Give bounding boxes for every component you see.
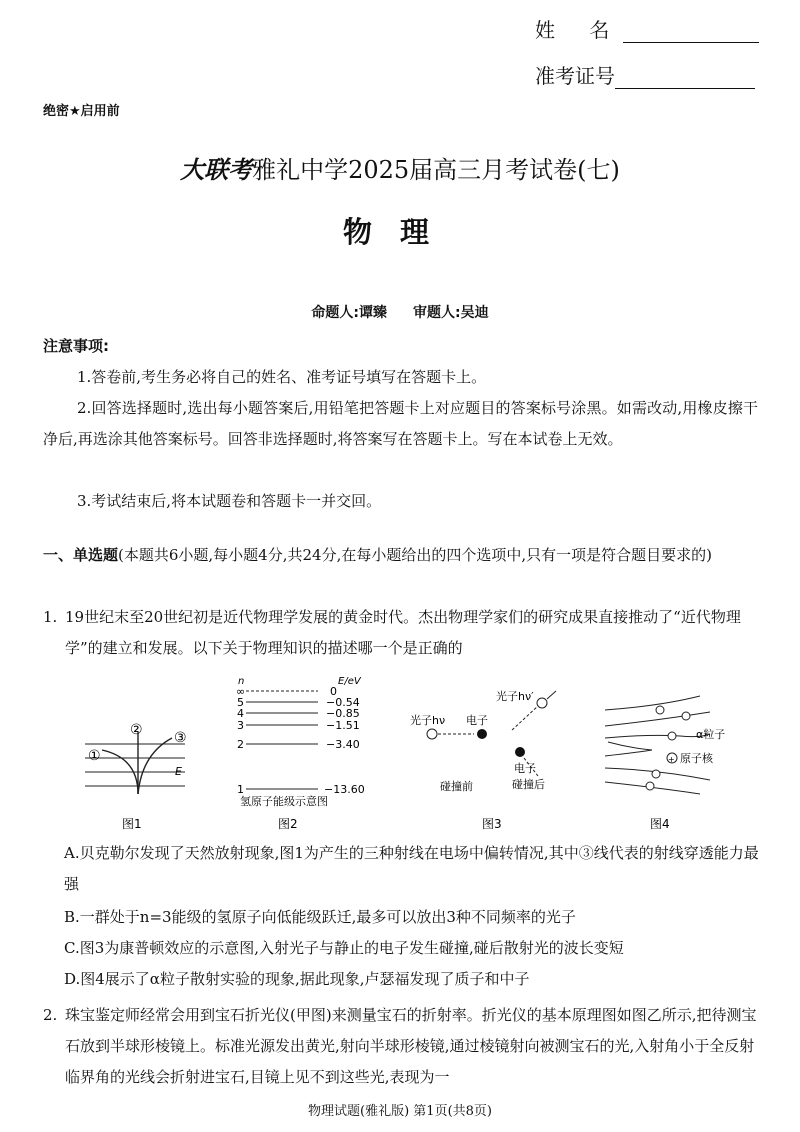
n-axis-label: n [238, 676, 245, 687]
level-n: 3 [237, 719, 244, 732]
alpha-particle [646, 782, 654, 790]
figure-2 [236, 676, 365, 831]
section-title: 一、单选题 [43, 546, 119, 564]
question-stem: 珠宝鉴定师经常会用到宝石折光仪(甲图)来测量宝石的折射率。折光仪的基本原理图如图乙所示,把待测宝石放到半球形棱镜上。标准光源发出黄光,射向半球形棱镜,通过棱镜射向被测宝石的光,入射角小于全反射临界角的光线会折射进宝石,目镜上见不到这些光,表现为一 [65, 1006, 757, 1086]
alpha-track [605, 696, 700, 710]
scattered-photon-label: 光子hν′ [496, 690, 534, 703]
notice-item-1: 1.答卷前,考生务必将自己的姓名、准考证号填写在答题卡上。 [77, 368, 487, 386]
option-label: C. [64, 939, 80, 957]
name-label: 姓 名 [535, 18, 624, 42]
electron [477, 729, 487, 739]
level-n: ∞ [236, 685, 246, 698]
section-heading [43, 540, 761, 571]
option-text: 图3为康普顿效应的示意图,入射光子与静止的电子发生碰撞,碰后散射光的波长变短 [79, 939, 624, 957]
before-label: 碰撞前 [440, 780, 473, 793]
ray-2-label: ② [130, 722, 143, 738]
exam-number-label: 准考证号 [535, 64, 615, 88]
alpha-track [605, 734, 710, 738]
figure-2-caption: 图2 [278, 817, 298, 831]
notice-item-2: 2.回答选择题时,选出每小题答案后,用铅笔把答题卡上对应题目的答案标号涂黑。如需改动,用橡皮擦干净后,再选涂其他答案标号。回答非选择题时,将答案写在答题卡上。写在本试卷上无效。 [43, 399, 758, 448]
energy-axis-label: E/eV [338, 676, 361, 687]
after-label: 碰撞后 [512, 778, 545, 791]
scattered-photon-path [512, 706, 538, 730]
option-b [64, 902, 764, 933]
level-energy: −0.85 [326, 707, 360, 720]
question-2 [43, 1000, 761, 1093]
authors-line [0, 302, 800, 322]
exam-title [0, 150, 800, 185]
option-c [64, 933, 764, 964]
alpha-particle [668, 732, 676, 740]
figure-2-subcaption: 氢原子能级示意图 [240, 795, 328, 808]
ray-3-label: ③ [174, 730, 187, 746]
brand-logo-text: 大联考 [180, 155, 253, 184]
figure-3 [410, 689, 556, 831]
level-energy: 0 [330, 685, 337, 698]
question-1 [43, 602, 761, 664]
name-field [535, 14, 759, 43]
option-label: A. [64, 844, 80, 862]
option-text: 贝克勒尔发现了天然放射现象,图1为产生的三种射线在电场中偏转情况,其中③线代表的射线穿透能力最强 [64, 844, 759, 893]
alpha-track-deflected [605, 742, 652, 756]
option-a [64, 838, 764, 900]
name-blank [623, 20, 759, 43]
level-n: 2 [237, 738, 244, 751]
notice-heading: 注意事项: [43, 337, 109, 355]
alpha-particle-label: α粒子 [696, 728, 726, 741]
field-label: E [175, 765, 182, 778]
ray-1-label: ① [88, 748, 101, 764]
confidential-mark: 绝密★启用前 [43, 104, 120, 119]
incident-photon-label: 光子hν [410, 714, 446, 727]
figure-3-caption: 图3 [482, 817, 502, 831]
recoil-electron-label: 电子 [514, 762, 536, 775]
level-n: 1 [237, 783, 244, 796]
plus-icon: + [668, 755, 675, 764]
figure-1 [85, 722, 187, 831]
option-label: D. [64, 970, 81, 988]
scattered-photon [537, 698, 547, 708]
question-1-figures [60, 672, 760, 832]
alpha-track [605, 712, 710, 726]
figure-4 [605, 696, 725, 831]
figure-1-caption: 图1 [122, 817, 142, 831]
alpha-particle [656, 706, 664, 714]
section-description: (本题共6小题,每小题4分,共24分,在每小题给出的四个选项中,只有一项是符合题目要求的) [118, 546, 712, 564]
subject-title: 物理 [342, 215, 457, 249]
alpha-particle [682, 712, 690, 720]
option-d [64, 964, 764, 995]
level-energy: −1.51 [326, 719, 360, 732]
option-label: B. [64, 908, 80, 926]
recoil-electron [515, 747, 525, 757]
scattered-photon-arrow [547, 691, 556, 699]
alpha-particle [652, 770, 660, 778]
exam-title-text: 雅礼中学2025届高三月考试卷(七) [252, 156, 620, 184]
nucleus-label: 原子核 [680, 752, 713, 765]
exam-number-field [535, 60, 755, 89]
notice-item-3: 3.考试结束后,将本试题卷和答题卡一并交回。 [77, 492, 382, 510]
option-text: 一群处于n=3能级的氢原子向低能级跃迁,最多可以放出3种不同频率的光子 [79, 908, 576, 926]
question-number: 2. [43, 1006, 58, 1024]
level-n: 4 [237, 707, 244, 720]
exam-number-blank [615, 66, 755, 89]
electron-label: 电子 [466, 714, 488, 727]
setter: 命题人:谭臻 [311, 305, 387, 321]
level-energy: −0.54 [326, 696, 360, 709]
page-footer: 物理试题(雅礼版) 第1页(共8页) [308, 1104, 492, 1119]
figure-4-caption: 图4 [650, 817, 670, 831]
reviewer: 审题人:吴迪 [413, 305, 489, 321]
option-text: 图4展示了α粒子散射实验的现象,据此现象,卢瑟福发现了质子和中子 [80, 970, 530, 988]
incident-photon [427, 729, 437, 739]
question-stem: 19世纪末至20世纪初是近代物理学发展的黄金时代。杰出物理学家们的研究成果直接推动了“近代物理学”的建立和发展。以下关于物理知识的描述哪一个是正确的 [65, 608, 741, 657]
level-n: 5 [237, 696, 244, 709]
level-energy: −3.40 [326, 738, 360, 751]
question-number: 1. [43, 608, 58, 626]
level-energy: −13.60 [324, 783, 365, 796]
